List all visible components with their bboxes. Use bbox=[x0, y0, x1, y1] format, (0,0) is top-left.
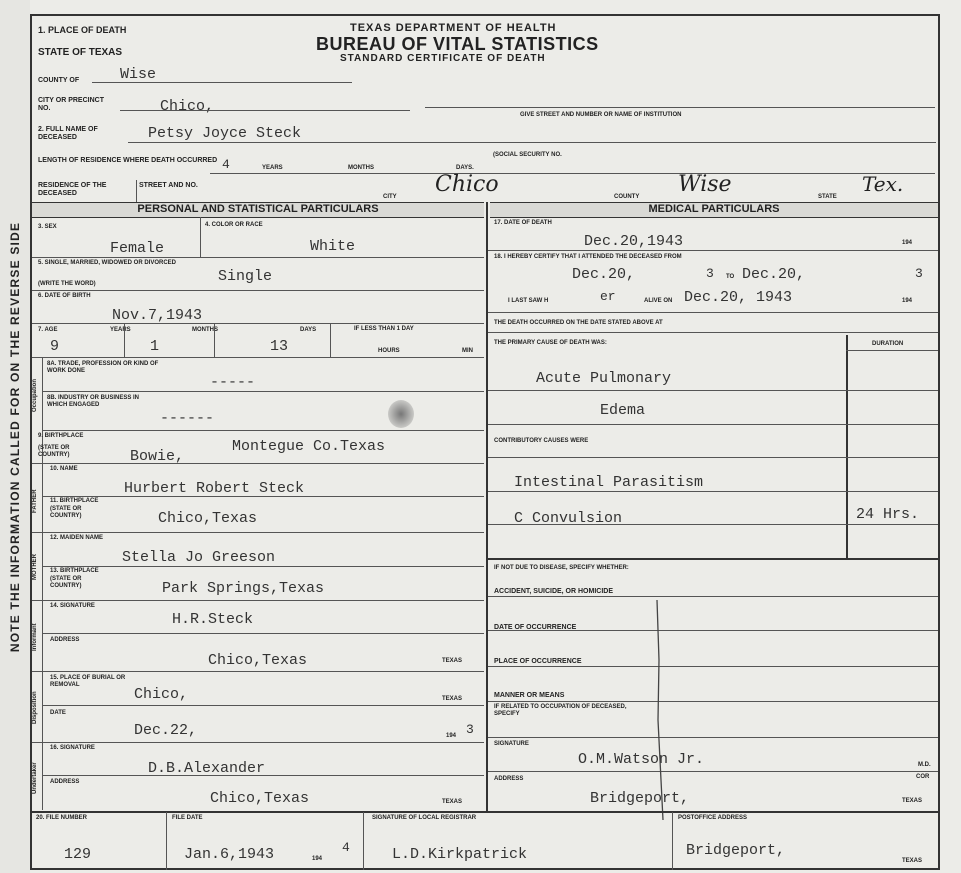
undertaker-address-label: ADDRESS bbox=[50, 779, 80, 785]
physician-address: Bridgeport, bbox=[590, 790, 690, 807]
last-saw-mid: er bbox=[600, 289, 616, 304]
father-birthplace-label: 11. BIRTHPLACE bbox=[50, 498, 99, 504]
physician-texas: TEXAS bbox=[902, 798, 923, 804]
to-label: TO bbox=[726, 274, 735, 280]
informant-tag: Informant bbox=[32, 623, 38, 651]
father-name-label: 10. NAME bbox=[50, 466, 78, 472]
file-number-label: 20. FILE NUMBER bbox=[36, 815, 88, 821]
father-birthplace-sub: (STATE OR COUNTRY) bbox=[50, 506, 82, 519]
res-state-value: Tex. bbox=[862, 172, 904, 196]
department: TEXAS DEPARTMENT OF HEALTH bbox=[350, 22, 557, 34]
birthplace-label: 9. BIRTHPLACE bbox=[38, 433, 84, 439]
accident-label: ACCIDENT, SUICIDE, OR HOMICIDE bbox=[494, 588, 614, 595]
physician-address-label: ADDRESS bbox=[494, 776, 524, 782]
street-hint: GIVE STREET AND NUMBER OR NAME OF INSTITUTION bbox=[520, 112, 682, 118]
personal-section-header: PERSONAL AND STATISTICAL PARTICULARS bbox=[32, 202, 484, 218]
last-saw-year-prefix: 194 bbox=[902, 298, 913, 304]
undertaker-sig-label: 16. SIGNATURE bbox=[50, 745, 95, 751]
mother-birthplace-sub: (STATE OR COUNTRY) bbox=[50, 576, 82, 589]
res-city-label: CITY bbox=[383, 194, 397, 200]
dod-value: Dec.20,1943 bbox=[584, 233, 684, 250]
residence-label: RESIDENCE OF THE DECEASED bbox=[38, 182, 107, 197]
marital-label: 5. SINGLE, MARRIED, WIDOWED OR DIVORCED bbox=[38, 260, 177, 266]
related-label: IF RELATED TO OCCUPATION OF DECEASED, SPECIFY bbox=[494, 704, 627, 717]
side-note: NOTE THE INFORMATION CALLED FOR ON THE REVERSE SIDE bbox=[8, 221, 22, 653]
mother-name: Stella Jo Greeson bbox=[122, 549, 276, 566]
burial-year: 3 bbox=[466, 722, 474, 737]
age-days-label: DAYS bbox=[300, 327, 317, 333]
informant-signature: H.R.Steck bbox=[172, 611, 254, 628]
birthplace-a: Bowie, bbox=[130, 448, 185, 465]
informant-address: Chico,Texas bbox=[208, 652, 308, 669]
ink-smudge bbox=[388, 400, 414, 428]
occupation-tag: Occupation bbox=[32, 378, 38, 412]
place-occurrence-label: PLACE OF OCCURRENCE bbox=[494, 658, 582, 665]
marital-value: Single bbox=[218, 268, 273, 285]
attended-from-year: 3 bbox=[706, 266, 714, 281]
postoffice-address: Bridgeport, bbox=[686, 842, 786, 859]
undertaker-signature: D.B.Alexander bbox=[148, 760, 266, 777]
file-year-prefix: 194 bbox=[312, 856, 323, 862]
birthplace-b: Montegue Co.Texas bbox=[232, 438, 386, 455]
res-county-value: Wise bbox=[678, 172, 732, 197]
side-margin bbox=[0, 0, 30, 873]
certificate-subtitle: STANDARD CERTIFICATE OF DEATH bbox=[340, 53, 546, 64]
color-label: 4. COLOR OR RACE bbox=[205, 222, 263, 228]
age-days-value: 13 bbox=[270, 338, 289, 355]
age-less-label: IF LESS THAN 1 DAY bbox=[354, 326, 414, 332]
occurred-label: THE DEATH OCCURRED ON THE DATE STATED ABOVE AT bbox=[494, 320, 663, 326]
burial-date: Dec.22, bbox=[134, 722, 198, 739]
deceased-name: Petsy Joyce Steck bbox=[148, 125, 302, 142]
undertaker-address: Chico,Texas bbox=[210, 790, 310, 807]
res-city-value: Chico bbox=[435, 172, 499, 197]
father-name: Hurbert Robert Steck bbox=[124, 480, 305, 497]
age-months-value: 1 bbox=[150, 338, 160, 355]
industry-value: ------ bbox=[160, 410, 215, 427]
informant-sig-label: 14. SIGNATURE bbox=[50, 603, 95, 609]
months-label: MONTHS bbox=[348, 165, 374, 171]
place-of-death-label: 1. PLACE OF DEATH bbox=[38, 25, 127, 35]
undertaker-tag: Undertaker bbox=[32, 762, 38, 794]
state-label: STATE OF TEXAS bbox=[38, 47, 123, 58]
burial-label: 15. PLACE OF BURIAL OR REMOVAL bbox=[50, 675, 126, 688]
age-years-value: 9 bbox=[50, 338, 60, 355]
paper-crease bbox=[655, 600, 667, 820]
trade-label: 8A. TRADE, PROFESSION OR KIND OF WORK DONE bbox=[47, 361, 159, 374]
physician-signature: O.M.Watson Jr. bbox=[578, 751, 705, 768]
years-label: YEARS bbox=[262, 165, 283, 171]
last-saw-value: Dec.20, 1943 bbox=[684, 289, 793, 306]
mother-birthplace: Park Springs,Texas bbox=[162, 580, 325, 597]
attended-to-year: 3 bbox=[915, 266, 923, 281]
father-birthplace: Chico,Texas bbox=[158, 510, 258, 527]
physician-sig-label: SIGNATURE bbox=[494, 741, 529, 747]
res-county-label: COUNTY bbox=[614, 194, 640, 200]
burial-place: Chico, bbox=[134, 686, 189, 703]
city-value: Chico, bbox=[160, 98, 215, 115]
dod-year-prefix: 194 bbox=[902, 240, 913, 246]
primary-cause-2: Edema bbox=[600, 402, 646, 419]
age-years-label: YEARS bbox=[110, 327, 131, 333]
primary-cause-1: Acute Pulmonary bbox=[536, 370, 672, 387]
attended-from: Dec.20, bbox=[572, 266, 636, 283]
dob-value: Nov.7,1943 bbox=[112, 307, 203, 324]
birthplace-sub: (STATE OR COUNTRY) bbox=[38, 445, 70, 458]
father-tag: FATHER bbox=[32, 489, 38, 513]
county-label: COUNTY OF bbox=[38, 77, 80, 84]
last-saw-label: I LAST SAW H bbox=[508, 298, 549, 304]
undertaker-texas: TEXAS bbox=[442, 799, 463, 805]
social-security-label: (SOCIAL SECURITY NO. bbox=[493, 152, 562, 158]
color-value: White bbox=[310, 238, 356, 255]
marital-sub: (WRITE THE WORD) bbox=[38, 281, 96, 287]
full-name-label: 2. FULL NAME OF DECEASED bbox=[38, 126, 98, 141]
date-occurrence-label: DATE OF OCCURRENCE bbox=[494, 624, 577, 631]
not-disease-label: IF NOT DUE TO DISEASE, SPECIFY WHETHER: bbox=[494, 565, 629, 571]
duration-value: 24 Hrs. bbox=[856, 506, 920, 523]
age-months-label: MONTHS bbox=[192, 327, 218, 333]
manner-label: MANNER OR MEANS bbox=[494, 692, 565, 699]
duration-label: DURATION bbox=[872, 341, 904, 347]
alive-on-label: ALIVE ON bbox=[644, 298, 673, 304]
residence-years: 4 bbox=[222, 157, 230, 172]
file-number: 129 bbox=[64, 846, 92, 863]
mother-tag: MOTHER bbox=[32, 554, 38, 581]
informant-address-label: ADDRESS bbox=[50, 637, 80, 643]
sex-value: Female bbox=[110, 240, 165, 257]
contributory-label: CONTRIBUTORY CAUSES WERE bbox=[494, 438, 589, 444]
res-state-label: STATE bbox=[818, 194, 837, 200]
informant-texas: TEXAS bbox=[442, 658, 463, 664]
dob-label: 6. DATE OF BIRTH bbox=[38, 293, 91, 299]
registrar-label: SIGNATURE OF LOCAL REGISTRAR bbox=[372, 815, 477, 821]
medical-section-header: MEDICAL PARTICULARS bbox=[490, 202, 938, 218]
age-label: 7. AGE bbox=[38, 327, 58, 333]
city-label: CITY OR PRECINCT NO. bbox=[38, 97, 104, 112]
street-no-label: STREET AND NO. bbox=[139, 182, 198, 189]
contributory-2: C Convulsion bbox=[514, 510, 623, 527]
md-label: M.D. bbox=[918, 762, 931, 768]
postoffice-texas: TEXAS bbox=[902, 858, 923, 864]
postoffice-label: POSTOFFICE ADDRESS bbox=[678, 815, 748, 821]
burial-date-label: DATE bbox=[50, 710, 66, 716]
trade-value: ----- bbox=[210, 374, 256, 391]
county-value: Wise bbox=[120, 66, 157, 83]
burial-year-prefix: 194 bbox=[446, 733, 457, 739]
mother-name-label: 12. MAIDEN NAME bbox=[50, 535, 104, 541]
certify-label: 18. I HEREBY CERTIFY THAT I ATTENDED THE DECEASED FROM bbox=[494, 254, 682, 260]
file-date-label: FILE DATE bbox=[172, 815, 203, 821]
contributory-1: Intestinal Parasitism bbox=[514, 474, 704, 491]
dod-label: 17. DATE OF DEATH bbox=[494, 220, 552, 226]
burial-texas: TEXAS bbox=[442, 696, 463, 702]
disposition-tag: Disposition bbox=[32, 691, 38, 725]
registrar-signature: L.D.Kirkpatrick bbox=[392, 846, 528, 863]
file-year: 4 bbox=[342, 840, 350, 855]
file-date: Jan.6,1943 bbox=[184, 846, 275, 863]
length-residence-label: LENGTH OF RESIDENCE WHERE DEATH OCCURRED bbox=[38, 157, 218, 164]
industry-label: 8B. INDUSTRY OR BUSINESS IN WHICH ENGAGED bbox=[47, 395, 140, 408]
mother-birthplace-label: 13. BIRTHPLACE bbox=[50, 568, 99, 574]
sex-label: 3. SEX bbox=[38, 224, 57, 230]
hours-label: HOURS bbox=[378, 348, 400, 354]
bureau-title: BUREAU OF VITAL STATISTICS bbox=[316, 34, 599, 54]
days-label: DAYS. bbox=[456, 165, 474, 171]
primary-cause-label: THE PRIMARY CAUSE OF DEATH WAS: bbox=[494, 340, 607, 346]
min-label: MIN bbox=[462, 348, 473, 354]
attended-to: Dec.20, bbox=[742, 266, 806, 283]
cor-label: COR bbox=[916, 774, 930, 780]
